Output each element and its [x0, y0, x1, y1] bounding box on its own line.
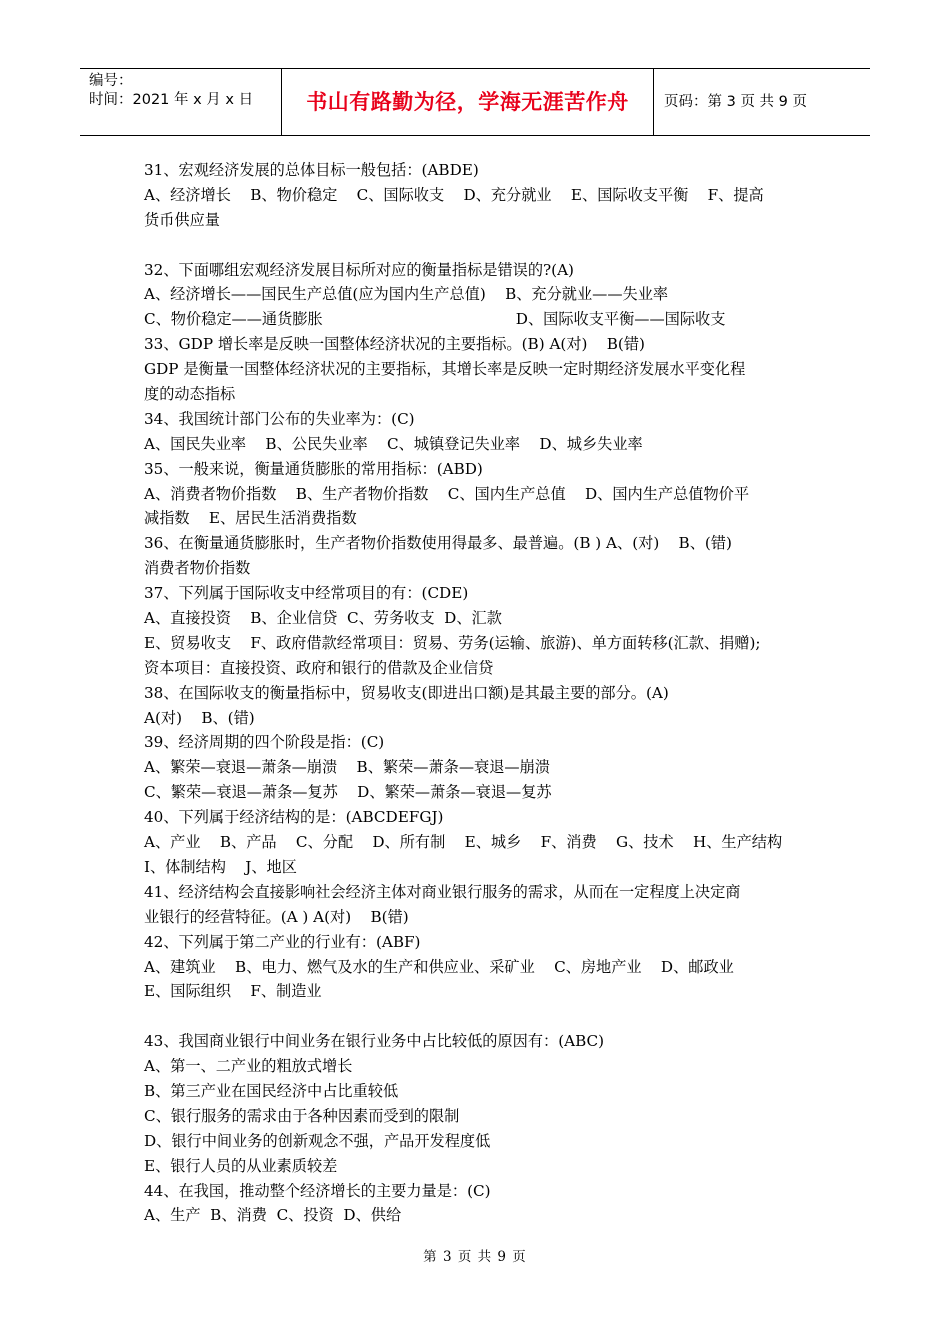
- document-date-label: 时间：2021 年 x 月 x 日: [89, 92, 254, 108]
- text-line: B、第三产业在国民经济中占比重较低: [144, 1081, 399, 1100]
- text-line: A、第一、二产业的粗放式增长: [144, 1057, 353, 1076]
- text-line: C、物价稳定——通货膨胀 D、国际收支平衡——国际收支: [144, 310, 726, 329]
- text-line: 41、经济结构会直接影响社会经济主体对商业银行服务的需求，从而在一定程度上决定商: [144, 882, 741, 901]
- text-line: E、银行人员的从业素质较差: [144, 1156, 338, 1175]
- text-line: 31、宏观经济发展的总体目标一般包括：(ABDE): [144, 161, 479, 179]
- text-line: 业银行的经营特征。(A ) A(对) B(错): [144, 907, 409, 926]
- header-meta: [80, 69, 282, 135]
- text-line: 货币供应量: [144, 210, 220, 229]
- text-line: A、经济增长 B、物价稳定 C、国际收支 D、充分就业 E、国际收支平衡 F、提高: [144, 185, 764, 204]
- document-number-label: 编号：: [89, 73, 133, 89]
- text-line: 34、我国统计部门公布的失业率为：(C): [144, 409, 415, 428]
- text-line: A、繁荣—衰退—萧条—崩溃 B、繁荣—萧条—衰退—崩溃: [144, 758, 550, 777]
- text-line: 资本项目：直接投资、政府和银行的借款及企业信贷: [144, 658, 494, 677]
- text-line: E、国际组织 F、制造业: [144, 982, 322, 1001]
- text-line: D、银行中间业务的创新观念不强，产品开发程度低: [144, 1131, 491, 1150]
- text-line: A、生产 B、消费 C、投资 D、供给: [144, 1206, 402, 1225]
- text-line: 减指数 E、居民生活消费指数: [144, 509, 357, 528]
- text-line: [144, 233, 812, 258]
- text-line: 44、在我国，推动整个经济增长的主要力量是：(C): [144, 1181, 491, 1200]
- text-line: A、消费者物价指数 B、生产者物价指数 C、国内生产总值 D、国内生产总值物价平: [144, 484, 750, 503]
- text-line: C、银行服务的需求由于各种因素而受到的限制: [144, 1106, 460, 1125]
- text-line: E、贸易收支 F、政府借款经常项目：贸易、劳务(运输、旅游)、单方面转移(汇款、捐赠);: [144, 633, 761, 652]
- page-header: [80, 68, 870, 136]
- text-line: C、繁荣—衰退—萧条—复苏 D、繁荣—萧条—衰退—复苏: [144, 783, 552, 802]
- text-line: 42、下列属于第二产业的行业有：(ABF): [144, 932, 421, 951]
- header-motto: 书山有路勤为径，学海无涯苦作舟: [282, 69, 654, 135]
- text-line: 消费者物价指数: [144, 559, 251, 578]
- text-line: 33、GDP 增长率是反映一国整体经济状况的主要指标。(B) A(对) B(错): [144, 335, 645, 354]
- text-line: 度的动态指标: [144, 385, 236, 404]
- text-line: GDP 是衡量一国整体经济状况的主要指标，其增长率是反映一定时期经济发展水平变化程: [144, 360, 746, 379]
- text-line: 40、下列属于经济结构的是：(ABCDEFGJ): [144, 808, 444, 827]
- text-line: A、经济增长——国民生产总值(应为国内生产总值) B、充分就业——失业率: [144, 285, 669, 304]
- text-line: 43、我国商业银行中间业务在银行业务中占比较低的原因有：(ABC): [144, 1032, 605, 1051]
- text-line: A、国民失业率 B、公民失业率 C、城镇登记失业率 D、城乡失业率: [144, 434, 643, 453]
- text-line: 32、下面哪组宏观经济发展目标所对应的衡量指标是错误的?(A): [144, 260, 574, 279]
- text-line: A、建筑业 B、电力、燃气及水的生产和供应业、采矿业 C、房地产业 D、邮政业: [144, 957, 734, 976]
- text-line: A(对) B、(错): [144, 708, 255, 727]
- page-footer: 第 3 页 共 9 页: [423, 1249, 527, 1265]
- text-line: A、产业 B、产品 C、分配 D、所有制 E、城乡 F、消费 G、技术 H、生产结构: [144, 833, 783, 852]
- header-page-info: 页码：第 3 页 共 9 页: [664, 94, 807, 110]
- text-line: 38、在国际收支的衡量指标中，贸易收支(即进出口额)是其最主要的部分。(A): [144, 683, 669, 702]
- text-line: I、体制结构 J、地区: [144, 857, 297, 876]
- text-line: 36、在衡量通货膨胀时，生产者物价指数使用得最多、最普遍。(B ) A、(对) B、(错): [144, 534, 732, 553]
- text-line: A、直接投资 B、企业信贷 C、劳务收支 D、汇款: [144, 609, 502, 628]
- text-line: 35、一般来说，衡量通货膨胀的常用指标：(ABD): [144, 459, 483, 478]
- text-line: [144, 1004, 812, 1029]
- document-body: [144, 158, 812, 1228]
- text-line: 37、下列属于国际收支中经常项目的有：(CDE): [144, 584, 469, 603]
- text-line: 39、经济周期的四个阶段是指：(C): [144, 733, 385, 752]
